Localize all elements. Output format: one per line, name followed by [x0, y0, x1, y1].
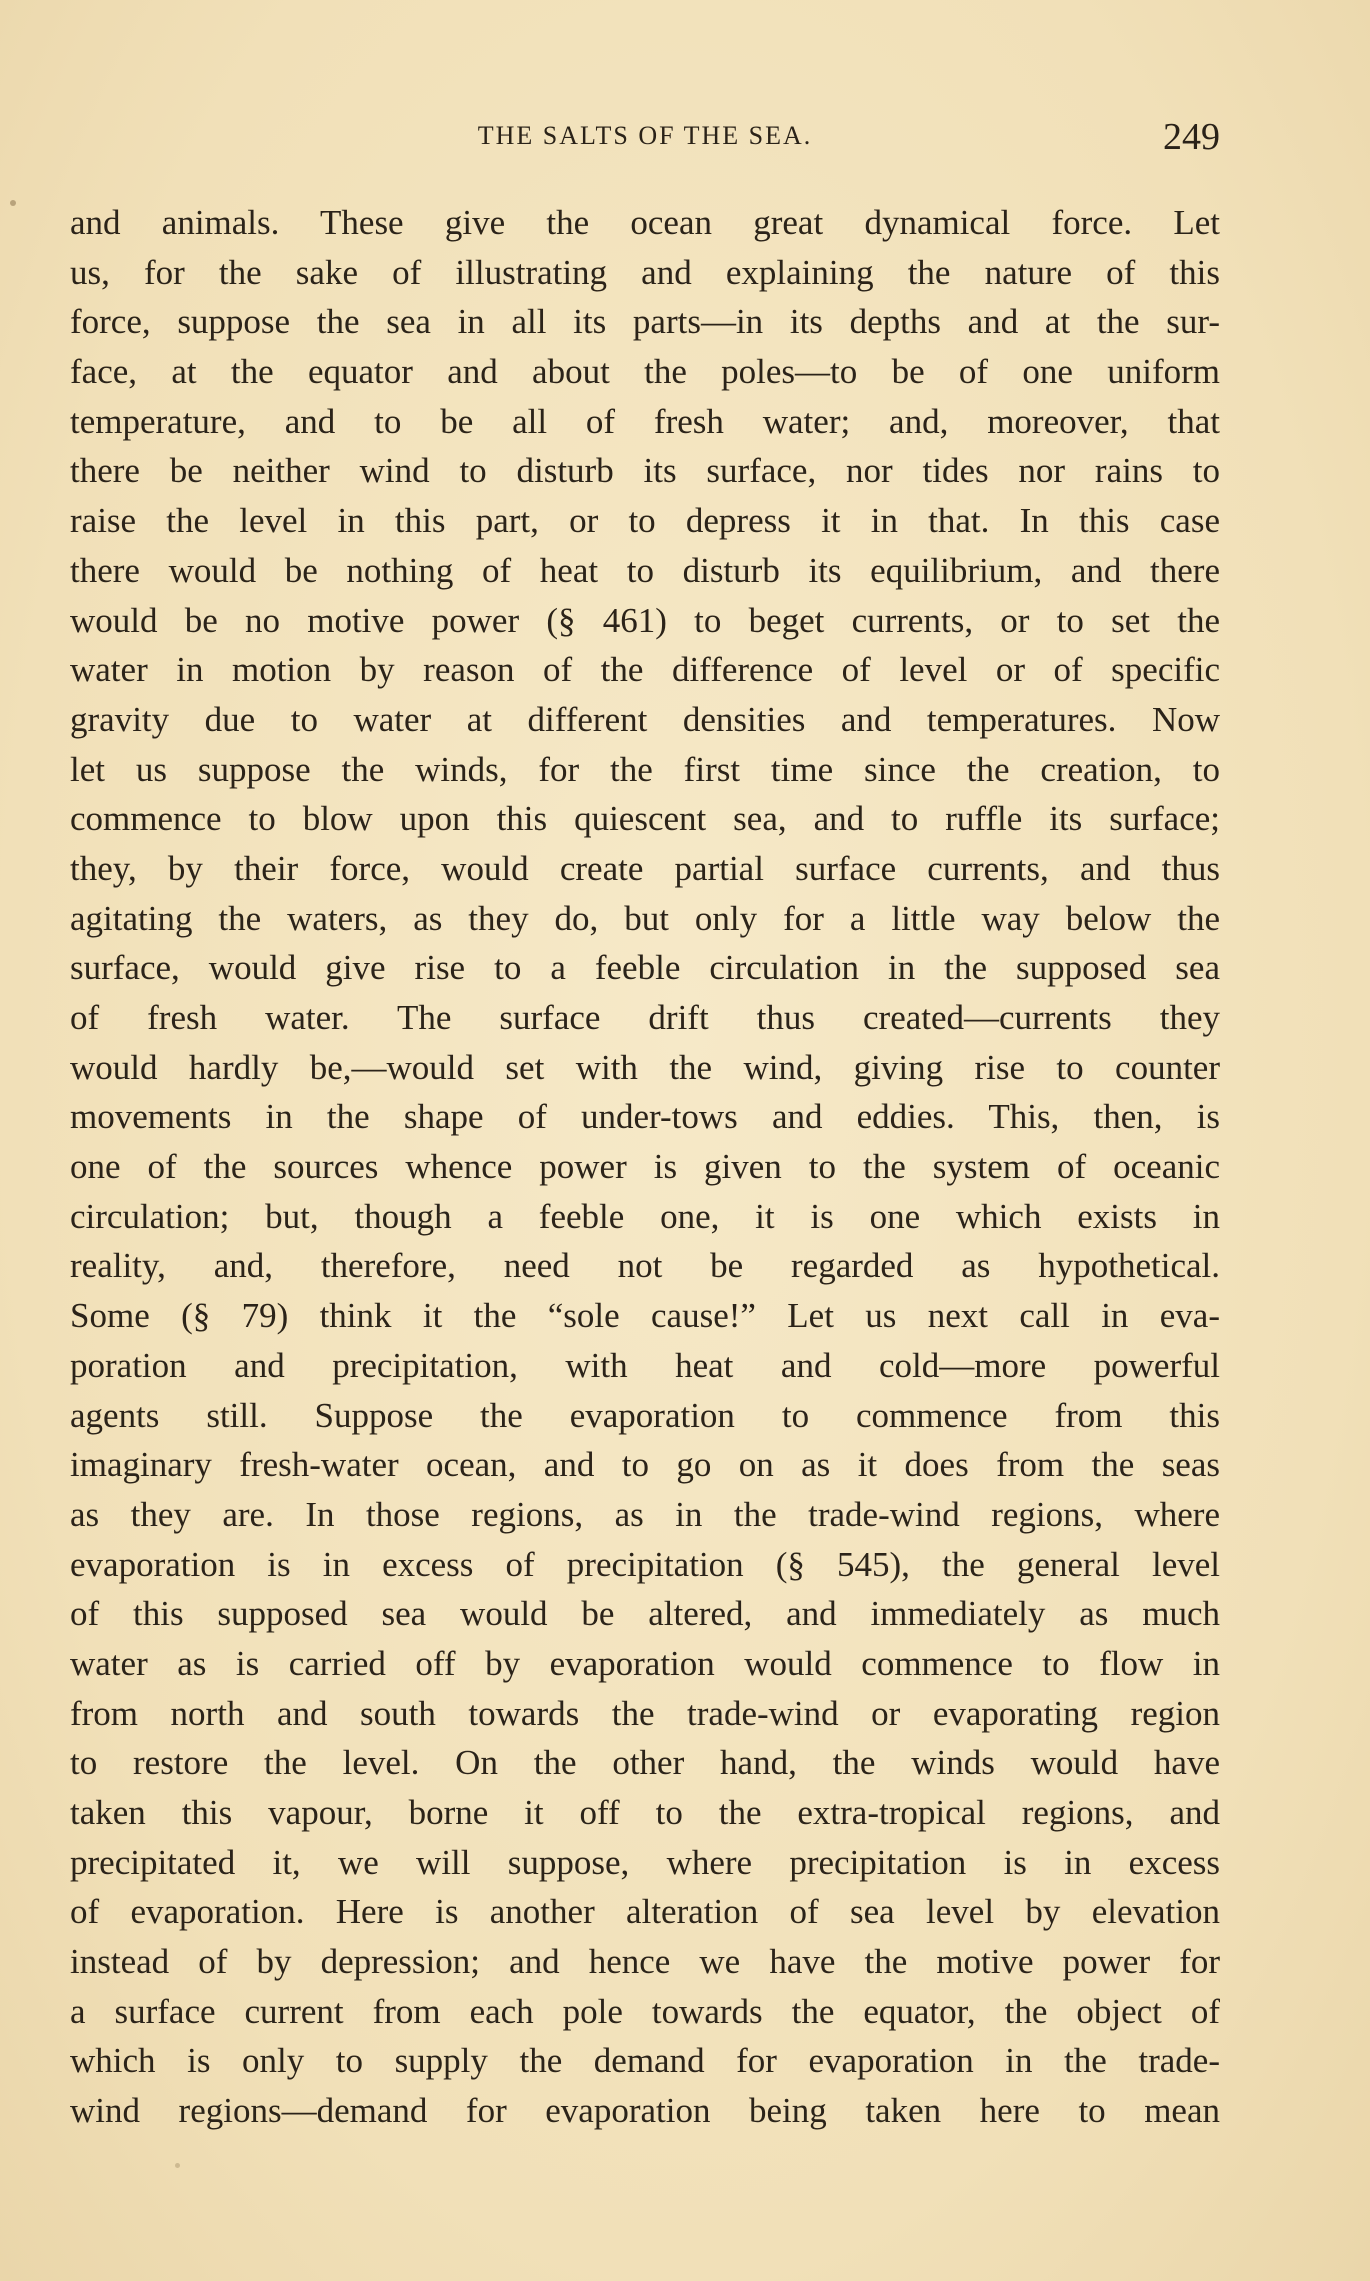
text-line: would hardly be,—would set with the wind, giving rise to counter	[70, 1047, 1220, 1087]
text-line: water as is carried off by evaporation would commence to flow in	[70, 1643, 1220, 1683]
text-line: poration and precipitation, with heat and cold—more powerful	[70, 1345, 1220, 1385]
text-line: agitating the waters, as they do, but only for a little way below the	[70, 898, 1220, 938]
text-line: one of the sources whence power is given to the system of oceanic	[70, 1147, 1220, 1187]
text-line: and animals. These give the ocean great dynamical force. Let	[70, 203, 1220, 242]
text-line: from north and south towards the trade-wind or evaporating region	[70, 1693, 1220, 1733]
text-line: they, by their force, would create partial surface currents, and thus	[70, 848, 1220, 888]
text-line: circulation; but, though a feeble one, it is one which exists in	[70, 1196, 1220, 1236]
text-line: let us suppose the winds, for the first time since the creation, to	[70, 749, 1220, 789]
text-line: there would be nothing of heat to disturb its equilibrium, and there	[70, 550, 1220, 590]
text-line: us, for the sake of illustrating and explaining the nature of this	[70, 252, 1220, 292]
text-line: of this supposed sea would be altered, and immediately as much	[70, 1594, 1220, 1634]
text-line: taken this vapour, borne it off to the extra-tropical regions, and	[70, 1793, 1220, 1832]
text-line: to restore the level. On the other hand, the winds would have	[70, 1743, 1220, 1783]
running-head	[70, 115, 1220, 165]
page-number: 249	[1163, 116, 1220, 158]
text-line: wind regions—demand for evaporation being taken here to mean	[70, 2091, 1220, 2131]
body-text	[70, 198, 1220, 2136]
text-line: as they are. In those regions, as in the trade-wind regions, where	[70, 1494, 1220, 1534]
text-line: force, suppose the sea in all its parts—in its depths and at the sur-	[70, 302, 1220, 342]
text-line: imaginary fresh-water ocean, and to go on as it does from the seas	[70, 1445, 1220, 1485]
text-line: precipitated it, we will suppose, where precipitation is in excess	[70, 1842, 1220, 1882]
running-head-title: THE SALTS OF THE SEA.	[477, 121, 813, 150]
text-line: face, at the equator and about the poles—to be of one uniform	[70, 352, 1220, 392]
paper-speck	[175, 2163, 180, 2168]
text-line: there be neither wind to disturb its surface, nor tides nor rains to	[70, 451, 1220, 491]
text-line: a surface current from each pole towards the equator, the object of	[70, 1991, 1220, 2031]
text-line: commence to blow upon this quiescent sea, and to ruffle its surface;	[70, 799, 1220, 839]
text-line: which is only to supply the demand for evaporation in the trade-	[70, 2041, 1220, 2081]
text-line: instead of by depression; and hence we have the motive power for	[70, 1942, 1220, 1982]
text-line: movements in the shape of under-tows and eddies. This, then, is	[70, 1097, 1220, 1137]
text-line: evaporation is in excess of precipitation (§ 545), the general level	[70, 1544, 1220, 1584]
paper-speck	[10, 200, 16, 206]
text-line: of evaporation. Here is another alteration of sea level by elevation	[70, 1892, 1220, 1932]
text-line: water in motion by reason of the difference of level or of specific	[70, 650, 1220, 690]
text-line: raise the level in this part, or to depress it in that. In this case	[70, 501, 1220, 541]
text-line: Some (§ 79) think it the “sole cause!” Let us next call in eva-	[70, 1296, 1220, 1336]
text-line: of fresh water. The surface drift thus created—currents they	[70, 998, 1220, 1037]
text-line: surface, would give rise to a feeble circulation in the supposed sea	[70, 948, 1220, 988]
text-line: agents still. Suppose the evaporation to commence from this	[70, 1395, 1220, 1435]
text-line: would be no motive power (§ 461) to beget currents, or to set the	[70, 600, 1220, 640]
text-line: temperature, and to be all of fresh water; and, moreover, that	[70, 401, 1220, 441]
text-line: gravity due to water at different densities and temperatures. Now	[70, 699, 1220, 739]
text-line: reality, and, therefore, need not be regarded as hypothetical.	[70, 1246, 1220, 1286]
